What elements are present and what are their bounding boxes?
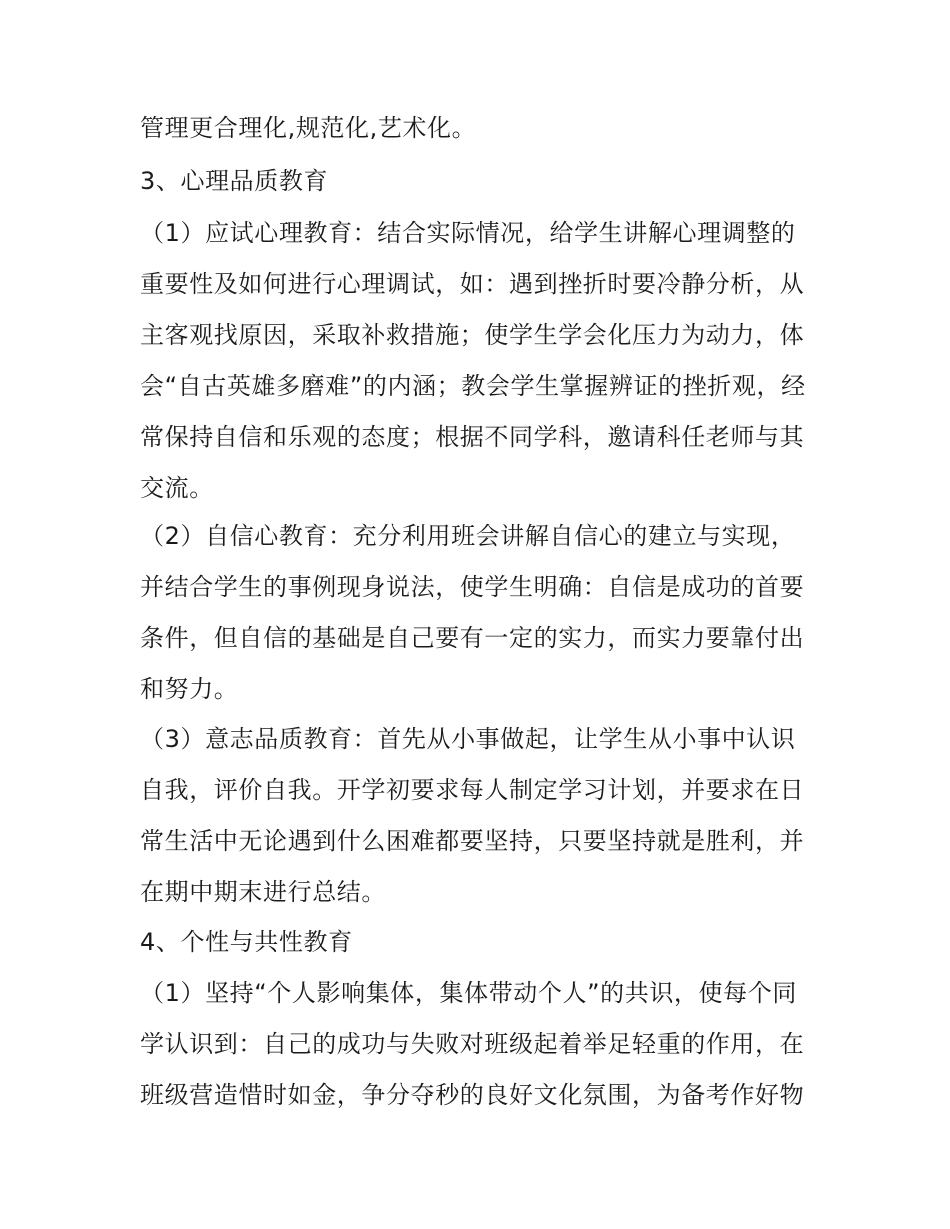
text-line: 常保持自信和乐观的态度；根据不同学科，邀请科任老师与其	[140, 423, 805, 451]
text-line: 主客观找原因，采取补救措施；使学生学会化压力为动力，体	[140, 321, 805, 349]
text-line: 学认识到：自己的成功与失败对班级起着举足轻重的作用，在	[140, 1030, 805, 1058]
text-line: 并结合学生的事例现身说法，使学生明确：自信是成功的首要	[140, 573, 805, 601]
text-line: 会“自古英雄多磨难”的内涵；教会学生掌握辨证的挫折观，经	[140, 372, 806, 400]
text-line: 班级营造惜时如金，争分夺秒的良好文化氛围，为备考作好物	[140, 1081, 805, 1109]
text-line: 管理更合理化,规范化,艺术化。	[140, 114, 477, 142]
text-line: 常生活中无论遇到什么困难都要坚持，只要坚持就是胜利，并	[140, 827, 805, 855]
text-line: 自我，评价自我。开学初要求每人制定学习计划，并要求在日	[140, 776, 805, 804]
text-line: 在期中期末进行总结。	[140, 878, 386, 906]
text-line: 条件，但自信的基础是自己要有一定的实力，而实力要靠付出	[140, 624, 805, 652]
text-line: （3）意志品质教育：首先从小事做起，让学生从小事中认识	[140, 725, 796, 753]
section-heading: 4、个性与共性教育	[140, 928, 353, 956]
text-line: 和努力。	[140, 675, 239, 703]
text-line: （1）坚持“个人影响集体，集体带动个人”的共识，使每个同	[140, 979, 797, 1007]
text-line: 重要性及如何进行心理调试，如：遇到挫折时要冷静分析，从	[140, 270, 805, 298]
text-line: 交流。	[140, 474, 214, 502]
text-line: （2）自信心教育：充分利用班会讲解自信心的建立与实现，	[140, 522, 796, 550]
text-line: （1）应试心理教育：结合实际情况，给学生讲解心理调整的	[140, 219, 796, 247]
section-heading: 3、心理品质教育	[140, 167, 329, 195]
